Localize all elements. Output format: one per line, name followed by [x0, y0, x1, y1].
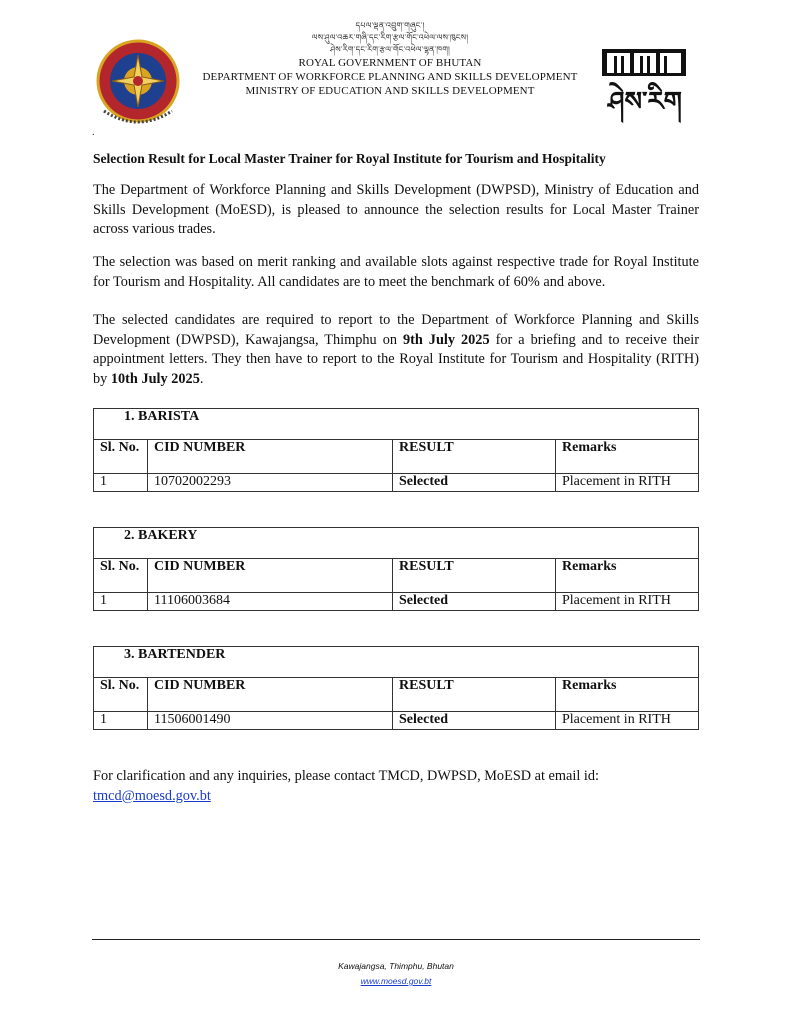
- cell-result: Selected: [393, 712, 556, 730]
- header-remarks: Remarks: [556, 678, 699, 712]
- header-result: RESULT: [393, 678, 556, 712]
- paragraph-selection-basis: The selection was based on merit ranking and available slots against respective trade for Royal Institute for Tourism and Hospitality. All candidates are to meet the benchmark of 60% and above.: [93, 254, 699, 290]
- document-title: Selection Result for Local Master Trainer for Royal Institute for Tourism and Hospitality: [93, 151, 606, 166]
- cell-result: Selected: [393, 474, 556, 492]
- header-sl-no: Sl. No.: [94, 678, 148, 712]
- paragraph-announcement: The Department of Workforce Planning and Skills Development (DWPSD), Ministry of Education and Skills Development (MoESD), is pleased to announce the selection results for Local Master Trainer across various trades.: [93, 182, 699, 237]
- footer-address: Kawajangsa, Thimphu, Bhutan: [338, 961, 454, 971]
- dzongkha-line-2: ལས་ཤུལ་འཆར་གཞི་དང་རིག་རྩལ་གོང་འཕེལ་ལས་ཁུངས།: [311, 33, 469, 42]
- header-remarks: Remarks: [556, 559, 699, 593]
- cell-remarks: Placement in RITH: [556, 474, 699, 492]
- cell-cid: 11106003684: [148, 593, 393, 611]
- reporting-text-a: The selected candidates are required to report to the Department of Workforce Planning and Skills Development (DWPSD), Kawajangsa, Thimphu on: [93, 312, 699, 348]
- cell-remarks: Placement in RITH: [556, 712, 699, 730]
- letterhead: [190, 20, 590, 98]
- result-table-bartender: [93, 646, 699, 730]
- header-sl-no: Sl. No.: [94, 559, 148, 593]
- header-ministry: MINISTRY OF EDUCATION AND SKILLS DEVELOPMENT: [245, 85, 535, 97]
- header-result: RESULT: [393, 440, 556, 474]
- contact-email-link[interactable]: tmcd@moesd.gov.bt: [93, 787, 211, 804]
- dzongkha-line-1: དཔལ་ལྡན་འབྲུག་གཞུང་།: [355, 21, 425, 30]
- result-table-bakery: [93, 527, 699, 611]
- reporting-text-c: .: [199, 370, 204, 387]
- table-caption: 1. BARISTA: [94, 409, 699, 440]
- reporting-text-b: for a briefing and to receive their appointment letters. They then have to report to the Royal Institute for Tourism and Hospitality (RITH) by: [93, 331, 699, 387]
- table-caption: 3. BARTENDER: [94, 647, 699, 678]
- cell-sl-no: 1: [94, 593, 148, 611]
- ministry-logo: [600, 46, 690, 126]
- dzongkha-line-3: ཤེས་རིག་དང་རིག་རྩལ་གོང་འཕེལ་ལྷན་ཁག།: [329, 45, 451, 54]
- header-cid: CID NUMBER: [148, 678, 393, 712]
- footer-website-wrap: [0, 976, 792, 986]
- royal-emblem-logo: [90, 37, 186, 129]
- cell-sl-no: 1: [94, 712, 148, 730]
- cell-cid: 11506001490: [148, 712, 393, 730]
- footer-divider: [92, 939, 700, 940]
- header-result: RESULT: [393, 559, 556, 593]
- contact-section: [93, 767, 599, 806]
- result-table-barista: [93, 408, 699, 492]
- header-sl-no: Sl. No.: [94, 440, 148, 474]
- reporting-date-1: 9th July 2025: [402, 331, 490, 348]
- header-department: DEPARTMENT OF WORKFORCE PLANNING AND SKILLS DEVELOPMENT: [202, 71, 578, 83]
- table-caption: 2. BAKERY: [94, 528, 699, 559]
- table-row: [94, 593, 699, 611]
- header-government: ROYAL GOVERNMENT OF BHUTAN: [298, 57, 482, 69]
- footer-website-link[interactable]: www.moesd.gov.bt: [360, 976, 432, 986]
- cell-cid: 10702002293: [148, 474, 393, 492]
- contact-text: For clarification and any inquiries, please contact TMCD, DWPSD, MoESD at email id:: [93, 768, 599, 784]
- table-row: [94, 712, 699, 730]
- header-cid: CID NUMBER: [148, 440, 393, 474]
- cell-result: Selected: [393, 593, 556, 611]
- header-cid: CID NUMBER: [148, 559, 393, 593]
- cell-remarks: Placement in RITH: [556, 593, 699, 611]
- ministry-logo-text: ཤེས་རིག: [608, 87, 682, 117]
- header-remarks: Remarks: [556, 440, 699, 474]
- cell-sl-no: 1: [94, 474, 148, 492]
- paragraph-reporting: [93, 311, 699, 389]
- bullet-mark: .: [92, 127, 95, 138]
- table-row: [94, 474, 699, 492]
- reporting-date-2: 10th July 2025: [110, 370, 200, 387]
